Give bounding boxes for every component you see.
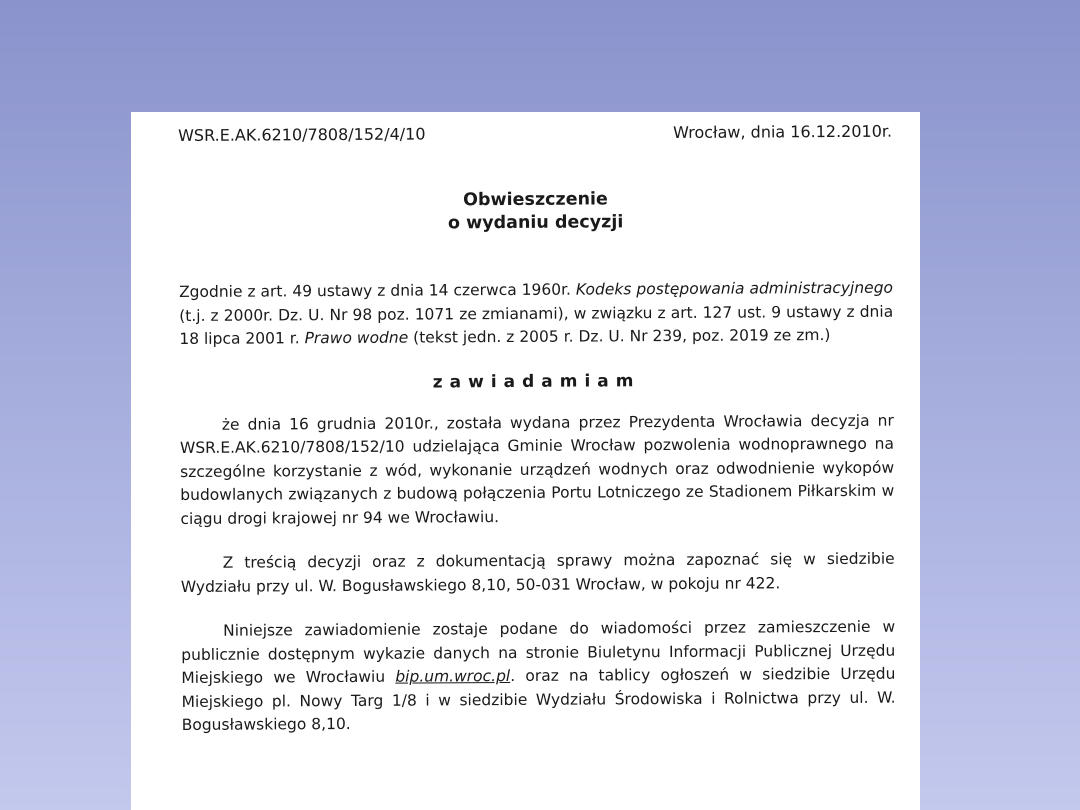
legal-text: (t.j. z 2000r. Dz. U. Nr 98 poz. 1071 ze zmianami), w związku z art. 127 ust. 9 ustawy z dnia 18 lipca 2001 r. xyxy=(179,302,894,348)
notice-heading: zawiadamiam xyxy=(432,370,641,392)
publication-text: Niniejsze zawiadomienie zostaje podane do wiadomości przez zamieszczenie w publicznie dostępnym wykazie danych na stronie Biuletynu Informacji Publicznej Urzędu Miejskiego we Wrocławiu xyxy=(181,617,896,687)
document-content xyxy=(178,118,896,738)
place-and-date: Wrocław, dnia 16.12.2010r. xyxy=(673,121,893,142)
bip-link[interactable]: bip.um.wroc.pl xyxy=(395,666,511,686)
access-paragraph: Z treścią decyzji oraz z dokumentacją sprawy można zapoznać się w siedzibie Wydziału przy ul. W. Bogusławskiego 8,10, 50-031 Wrocław, w pokoju nr 422. xyxy=(180,549,895,596)
publication-paragraph xyxy=(181,616,896,738)
decision-paragraph: że dnia 16 grudnia 2010r., została wydana przez Prezydenta Wrocławia decyzja nr WSR.E.AK.6210/7808/152/10 udzielająca Gminie Wrocław pozwolenia wodnoprawnego na szczególne korzystanie z wód, wykonanie urządzeń wodnych oraz odwodnienie wykopów budowlanych związanych z budową połączenia Portu Lotniczego ze Stadionem Piłkarskim w ciągu drogi krajowej nr 94 we Wrocławiu. xyxy=(179,411,895,528)
title-line-2: o wydaniu decyzji xyxy=(447,212,624,234)
legal-basis-paragraph xyxy=(179,277,893,352)
publication-text: . oraz na tablicy ogłoszeń w siedzibie Urzędu Miejskiego pl. Nowy Targ 1/8 i w siedzibie Wydziału Środowiska i Rolnictwa przy ul. W. Bogusławskiego 8,10. xyxy=(181,664,896,734)
reference-number: WSR.E.AK.6210/7808/152/4/10 xyxy=(178,124,426,145)
document-header xyxy=(178,122,892,145)
document-page xyxy=(131,112,920,810)
title-line-1: Obwieszczenie xyxy=(463,189,608,211)
legal-act-name: Kodeks postępowania administracyjnego xyxy=(575,278,894,299)
legal-text: (tekst jedn. z 2005 r. Dz. U. Nr 239, poz. 2019 ze zm.) xyxy=(408,326,831,347)
legal-act-name: Prawo wodne xyxy=(304,328,409,348)
document-title xyxy=(178,187,892,237)
legal-text: Zgodnie z art. 49 ustawy z dnia 14 czerwca 1960r. xyxy=(178,280,576,301)
